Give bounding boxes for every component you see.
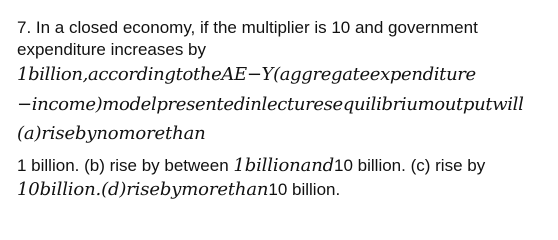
option-text-b-math: 1billionand <box>233 155 335 176</box>
option-text-d-end: 10 billion. <box>268 180 341 199</box>
option-text-c-d-math: 10billion.(d)risebymorethan <box>17 179 269 200</box>
question-line-7 <box>17 179 340 200</box>
question-line-3-math: 1billion,accordingtotheAE−Y(aggregateexpenditure <box>17 64 476 85</box>
question-line-5-math: (a)risebynomorethan <box>17 123 206 144</box>
option-text-c-start: 10 billion. (c) rise by <box>334 156 486 175</box>
question-line-4-math: −income)modelpresentedinlecturesequilibriumoutputwill <box>17 94 524 115</box>
question-line-1: 7. In a closed economy, if the multiplier is 10 and government <box>17 18 478 37</box>
question-line-6 <box>17 155 485 176</box>
question-line-2: expenditure increases by <box>17 40 207 59</box>
option-text-a-end: 1 billion. (b) rise by between <box>17 156 234 175</box>
